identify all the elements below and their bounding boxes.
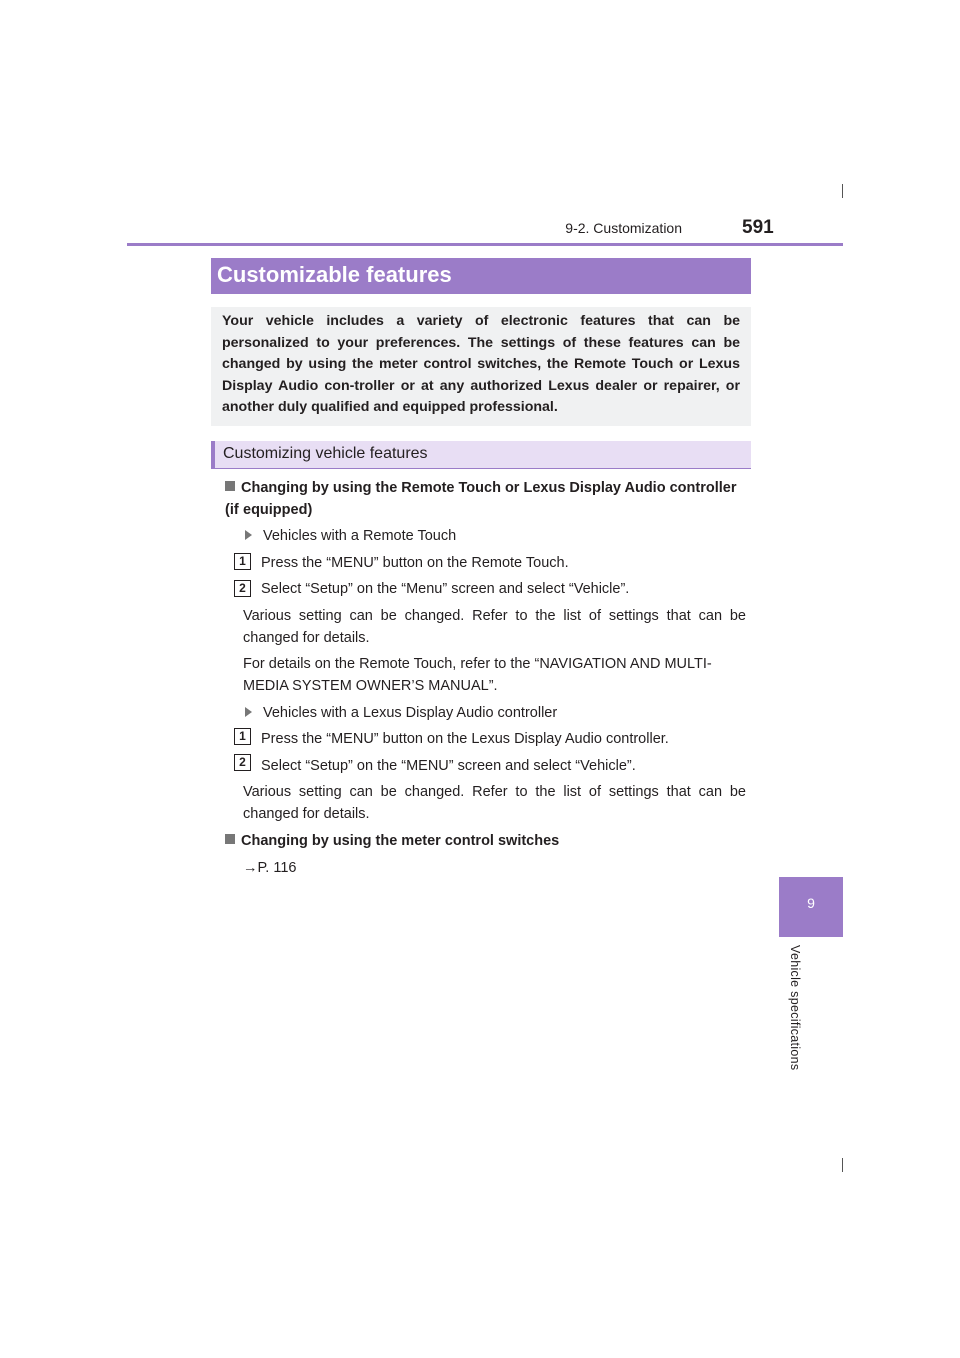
page-title: Customizable features <box>211 258 751 294</box>
chapter-tab: 9 <box>779 877 843 937</box>
intro-box: Your vehicle includes a variety of electronic features that can be personalized to your preferences. The settings of these features can be changed by using the meter control switches, the Remote Touch or Lexus Display Audio con-troller or at any authorized Lexus dealer or repairer, or another duly qualified and equipped professional. <box>211 307 751 426</box>
page-reference-link[interactable]: →P. 116 <box>243 860 297 876</box>
step-number-2: 2 <box>234 580 251 597</box>
note-settings: Various setting can be changed. Refer to the list of settings that can be changed for details. <box>243 784 746 822</box>
step-number-1: 1 <box>234 553 251 570</box>
subheading-display-audio <box>245 702 557 724</box>
bullet-heading-meter-switches <box>225 830 559 852</box>
page-number: 591 <box>742 217 774 238</box>
header-rule <box>127 243 843 246</box>
step-2-text: Select “Setup” on the “Menu” screen and select “Vehicle”. <box>261 581 630 597</box>
subheading-remote-touch <box>245 525 456 547</box>
step-number-2: 2 <box>234 754 251 771</box>
arrow-right-icon <box>245 530 252 540</box>
note-remote-touch-line1: For details on the Remote Touch, refer to the “NAVIGATION AND MULTI- <box>243 656 712 672</box>
subsection-title: Customizing vehicle features <box>211 441 751 469</box>
step-2-text: Select “Setup” on the “MENU” screen and select “Vehicle”. <box>261 758 636 774</box>
step-1-text: Press the “MENU” button on the Remote Touch. <box>261 555 569 571</box>
subheading-remote-touch-text: Vehicles with a Remote Touch <box>263 528 457 544</box>
bullet-square-icon <box>225 834 235 844</box>
crop-mark-top <box>842 184 843 198</box>
bullet-heading-line1: Changing by using the Remote Touch or Lexus Display Audio controller (if <box>225 480 737 518</box>
bullet-square-icon <box>225 481 235 491</box>
running-header-section: 9-2. Customization <box>565 220 682 236</box>
note-settings: Various setting can be changed. Refer to the list of settings that can be changed for details. <box>243 608 746 646</box>
step-number-1: 1 <box>234 728 251 745</box>
bullet-heading-meter-switches-text: Changing by using the meter control switches <box>241 833 560 849</box>
note-remote-touch-line2: MEDIA SYSTEM OWNER’S MANUAL”. <box>243 678 498 694</box>
chapter-tab-title-text: Vehicle specifications <box>788 945 802 1071</box>
bullet-heading-line2: equipped) <box>243 502 313 518</box>
subheading-display-audio-text: Vehicles with a Lexus Display Audio controller <box>263 705 558 721</box>
chapter-tab-title <box>773 945 817 1105</box>
step-1-text: Press the “MENU” button on the Lexus Display Audio controller. <box>261 731 669 747</box>
crop-mark-bottom <box>842 1158 843 1172</box>
arrow-right-icon <box>245 707 252 717</box>
